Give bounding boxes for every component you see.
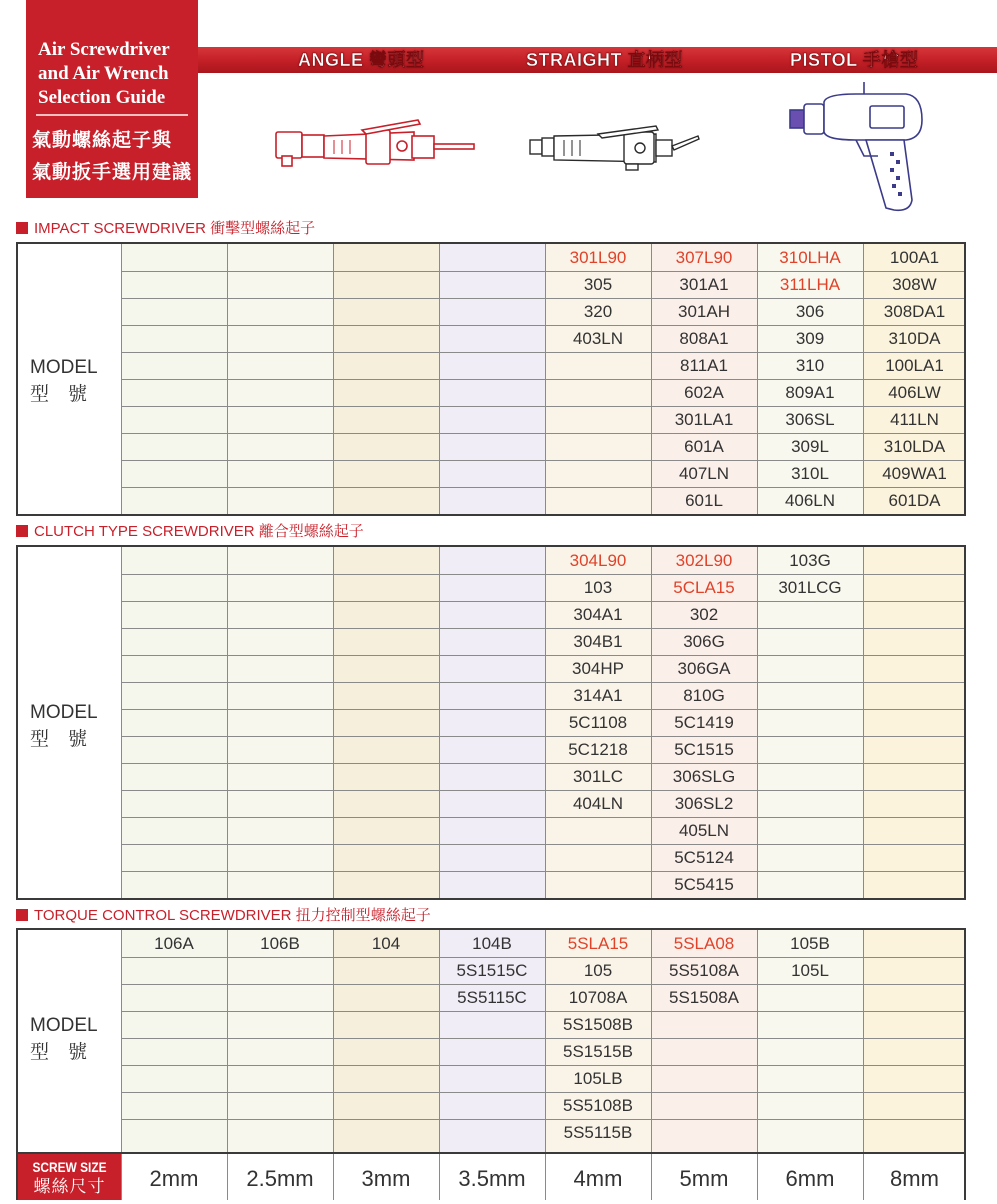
column-divider bbox=[863, 1154, 864, 1200]
column-divider bbox=[333, 1154, 334, 1200]
title-divider bbox=[36, 114, 188, 116]
model-cell: 810G bbox=[683, 686, 725, 705]
model-cell: 310LDA bbox=[883, 437, 946, 456]
model-cell: 602A bbox=[684, 383, 724, 402]
model-cell: 314A1 bbox=[573, 686, 623, 705]
model-cell: 106A bbox=[154, 934, 194, 953]
screw-size-3-5mm: 3.5mm bbox=[458, 1166, 526, 1191]
column-divider bbox=[757, 1154, 758, 1200]
row-divider bbox=[121, 682, 964, 683]
model-cell: 301LCG bbox=[778, 578, 842, 597]
impact-table bbox=[16, 242, 966, 516]
column-divider bbox=[545, 1154, 546, 1200]
column-divider bbox=[439, 1154, 440, 1200]
model-cell: 411LN bbox=[890, 410, 939, 429]
model-cell: 406LW bbox=[888, 383, 941, 402]
column-divider bbox=[227, 547, 228, 898]
row-divider bbox=[121, 763, 964, 764]
row-divider bbox=[121, 790, 964, 791]
model-cell: 103G bbox=[789, 551, 831, 570]
model-cell: 5S5115B bbox=[563, 1123, 633, 1142]
model-cell: 306SL bbox=[785, 410, 835, 429]
column-background bbox=[333, 930, 439, 1154]
angle-screwdriver-icon bbox=[262, 118, 480, 180]
row-divider bbox=[121, 1092, 964, 1093]
category-bar bbox=[198, 47, 997, 73]
column-background bbox=[227, 930, 333, 1154]
clutch-table bbox=[16, 545, 966, 900]
category-pistol: PISTOL 手槍型 bbox=[790, 50, 919, 70]
row-divider bbox=[121, 817, 964, 818]
title-english bbox=[38, 38, 194, 110]
model-cell: 308DA1 bbox=[883, 302, 946, 321]
model-cell: 106B bbox=[260, 934, 300, 953]
screw-size-label-zh: 螺絲尺寸 bbox=[33, 1177, 106, 1196]
model-label-zh: 型 號 bbox=[30, 1042, 88, 1063]
model-cell: 305 bbox=[583, 275, 613, 294]
model-cell: 104 bbox=[371, 934, 401, 953]
model-cell: 320 bbox=[583, 302, 613, 321]
bullet-square bbox=[16, 222, 28, 234]
model-cell: 301A1 bbox=[679, 275, 729, 294]
column-background bbox=[863, 930, 966, 1154]
torque-section-header bbox=[16, 906, 431, 926]
model-cell: 811A1 bbox=[680, 356, 728, 375]
row-divider bbox=[121, 1038, 964, 1039]
model-cell: 5S5108B bbox=[563, 1096, 633, 1115]
model-cell: 5SLA15 bbox=[567, 934, 629, 953]
row-divider bbox=[121, 1011, 964, 1012]
screw-size-3mm: 3mm bbox=[361, 1166, 411, 1191]
model-cell: 5SLA08 bbox=[673, 934, 735, 953]
column-divider bbox=[863, 930, 864, 1154]
model-cell: 302 bbox=[689, 605, 719, 624]
model-cell: 306SL2 bbox=[674, 794, 734, 813]
model-cell: 310LHA bbox=[779, 248, 841, 267]
model-cell: 306GA bbox=[677, 659, 731, 678]
model-cell: 104B bbox=[472, 934, 512, 953]
column-divider bbox=[121, 244, 122, 514]
column-divider bbox=[863, 547, 864, 898]
screw-size-header bbox=[18, 1154, 121, 1200]
row-divider bbox=[121, 1065, 964, 1066]
column-divider bbox=[333, 930, 334, 1154]
column-background bbox=[121, 930, 227, 1154]
model-label-zh: 型 號 bbox=[30, 384, 88, 405]
model-cell: 304L90 bbox=[569, 551, 627, 570]
clutch-section-title: CLUTCH TYPE SCREWDRIVER 離合型螺絲起子 bbox=[34, 523, 364, 540]
model-cell: 407LN bbox=[678, 464, 730, 483]
column-divider bbox=[333, 547, 334, 898]
model-cell: 5S1515C bbox=[456, 961, 528, 980]
model-cell: 301L90 bbox=[569, 248, 627, 267]
model-cell: 5C1515 bbox=[674, 740, 734, 759]
column-background bbox=[863, 547, 966, 898]
screw-size-8mm: 8mm bbox=[890, 1166, 939, 1191]
model-cell: 5S5108A bbox=[669, 961, 739, 980]
impact-section-title: IMPACT SCREWDRIVER 衝擊型螺絲起子 bbox=[34, 220, 316, 237]
column-background bbox=[333, 547, 439, 898]
model-cell: 310 bbox=[795, 356, 825, 375]
model-cell: 809A1 bbox=[785, 383, 835, 402]
column-background bbox=[121, 547, 227, 898]
row-divider bbox=[121, 709, 964, 710]
model-label-en: MODEL bbox=[30, 357, 98, 378]
row-divider bbox=[121, 871, 964, 872]
row-divider bbox=[121, 844, 964, 845]
model-cell: 103 bbox=[583, 578, 613, 597]
category-angle: ANGLE 彎頭型 bbox=[298, 50, 425, 70]
column-divider bbox=[439, 547, 440, 898]
model-cell: 100LA1 bbox=[885, 356, 944, 375]
straight-screwdriver-icon bbox=[528, 124, 700, 176]
model-label bbox=[30, 699, 98, 753]
model-cell: 5S5115C bbox=[457, 988, 527, 1007]
model-cell: 105B bbox=[790, 934, 830, 953]
pistol-screwdriver-icon bbox=[786, 80, 936, 220]
torque-table bbox=[16, 928, 966, 1154]
column-background bbox=[227, 547, 333, 898]
model-cell: 5C5415 bbox=[674, 875, 734, 894]
model-cell: 301LA1 bbox=[674, 410, 734, 429]
model-cell: 304HP bbox=[572, 659, 624, 678]
column-divider bbox=[227, 1154, 228, 1200]
model-cell: 309 bbox=[795, 329, 825, 348]
model-cell: 311LHA bbox=[779, 275, 841, 294]
impact-section-header bbox=[16, 219, 315, 239]
model-cell: 301AH bbox=[678, 302, 730, 321]
column-divider bbox=[227, 244, 228, 514]
title-box bbox=[26, 0, 198, 198]
model-cell: 5C5124 bbox=[674, 848, 734, 867]
bullet-square bbox=[16, 909, 28, 921]
column-divider bbox=[651, 1154, 652, 1200]
column-divider bbox=[439, 244, 440, 514]
model-cell: 808A1 bbox=[679, 329, 729, 348]
model-cell: 309L bbox=[791, 437, 829, 456]
model-cell: 10708A bbox=[568, 988, 628, 1007]
model-cell: 310L bbox=[791, 464, 829, 483]
row-divider bbox=[121, 601, 964, 602]
screw-size-6mm: 6mm bbox=[785, 1166, 835, 1191]
model-cell: 5C1108 bbox=[568, 713, 628, 732]
clutch-section-header bbox=[16, 522, 364, 542]
model-cell: 302L90 bbox=[675, 551, 733, 570]
title-en-line: and Air Wrench bbox=[38, 63, 169, 84]
category-straight: STRAIGHT 直柄型 bbox=[526, 50, 683, 70]
row-divider bbox=[121, 736, 964, 737]
row-divider bbox=[121, 628, 964, 629]
column-divider bbox=[121, 1154, 122, 1200]
model-cell: 5C1419 bbox=[674, 713, 734, 732]
screw-size-row bbox=[16, 1152, 966, 1200]
screw-size-label-en: SCREW SIZE bbox=[32, 1159, 107, 1175]
model-cell: 100A1 bbox=[889, 248, 940, 267]
title-zh-line: 氣動扳手選用建議 bbox=[32, 161, 193, 183]
bullet-square bbox=[16, 525, 28, 537]
row-divider bbox=[121, 655, 964, 656]
title-zh-line: 氣動螺絲起子與 bbox=[32, 129, 173, 151]
screw-size-5mm: 5mm bbox=[679, 1166, 729, 1191]
model-cell: 105 bbox=[583, 961, 613, 980]
model-label-en: MODEL bbox=[30, 702, 98, 723]
model-cell: 310DA bbox=[888, 329, 941, 348]
model-cell: 5S1508A bbox=[669, 988, 739, 1007]
screw-size-2-5mm: 2.5mm bbox=[246, 1166, 314, 1191]
model-label bbox=[30, 1012, 98, 1066]
screw-size-4mm: 4mm bbox=[573, 1166, 623, 1191]
column-divider bbox=[227, 930, 228, 1154]
model-cell: 306 bbox=[795, 302, 825, 321]
title-en-line: Air Screwdriver bbox=[38, 39, 170, 60]
model-cell: 5S1515B bbox=[563, 1042, 633, 1061]
model-cell: 306G bbox=[683, 632, 725, 651]
model-label-en: MODEL bbox=[30, 1015, 98, 1036]
model-cell: 601A bbox=[684, 437, 724, 456]
model-cell: 304B1 bbox=[573, 632, 623, 651]
model-cell: 5CLA15 bbox=[673, 578, 735, 597]
column-divider bbox=[121, 547, 122, 898]
model-cell: 403LN bbox=[572, 329, 624, 348]
model-cell: 105L bbox=[791, 961, 829, 980]
model-cell: 308W bbox=[892, 275, 937, 294]
column-background bbox=[439, 547, 545, 898]
model-label-zh: 型 號 bbox=[30, 729, 88, 750]
torque-section-title: TORQUE CONTROL SCREWDRIVER 扭力控制型螺絲起子 bbox=[34, 907, 431, 924]
model-cell: 5S1508B bbox=[563, 1015, 633, 1034]
model-cell: 5C1218 bbox=[568, 740, 628, 759]
column-divider bbox=[121, 930, 122, 1154]
model-cell: 406LN bbox=[784, 491, 836, 510]
model-cell: 301LC bbox=[572, 767, 624, 786]
column-divider bbox=[333, 244, 334, 514]
model-cell: 306SLG bbox=[672, 767, 736, 786]
title-en-line: Selection Guide bbox=[38, 87, 166, 108]
model-cell: 307L90 bbox=[675, 248, 733, 267]
model-cell: 409WA1 bbox=[882, 464, 947, 483]
title-chinese bbox=[32, 124, 196, 188]
model-cell: 405LN bbox=[678, 821, 730, 840]
model-cell: 601DA bbox=[888, 491, 941, 510]
screw-size-2mm: 2mm bbox=[149, 1166, 199, 1191]
model-cell: 601L bbox=[685, 491, 723, 510]
model-cell: 105LB bbox=[573, 1069, 623, 1088]
row-divider bbox=[121, 1119, 964, 1120]
model-cell: 304A1 bbox=[573, 605, 623, 624]
model-label bbox=[30, 354, 98, 408]
model-cell: 404LN bbox=[572, 794, 624, 813]
